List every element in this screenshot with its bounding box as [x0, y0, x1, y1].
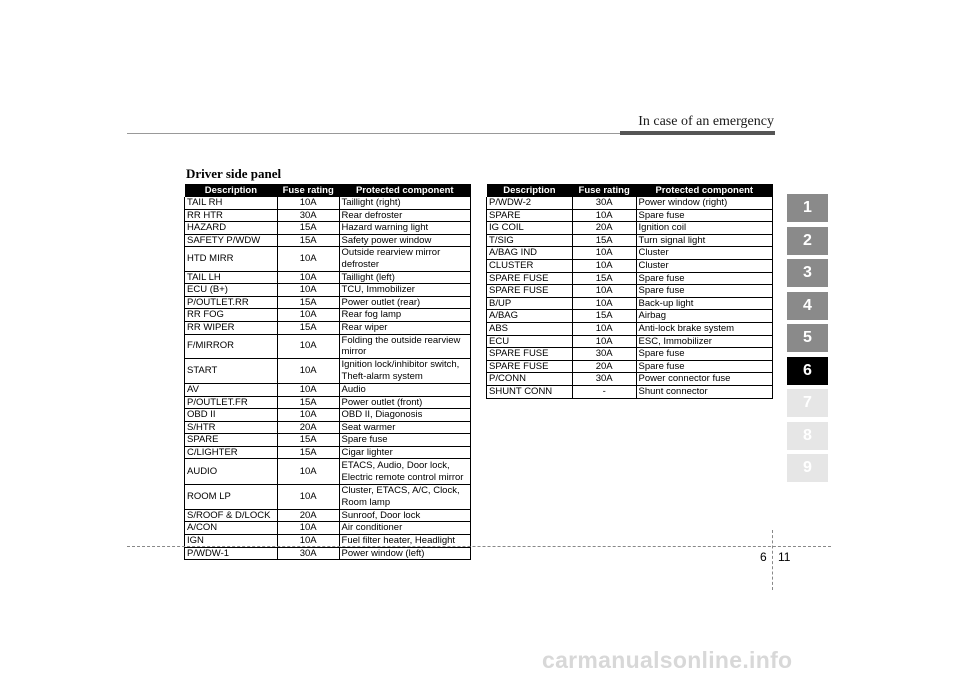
table-row — [185, 284, 471, 297]
footer-rule — [127, 546, 831, 547]
table-row — [185, 197, 471, 209]
fuse-description: SPARE — [487, 209, 573, 222]
fuse-rating: 30A — [277, 547, 339, 560]
table-row — [185, 358, 471, 383]
fuse-description: SAFETY P/WDW — [185, 234, 278, 247]
protected-component-line: Room lamp — [341, 496, 391, 508]
chapter-tab-1[interactable]: 1 — [787, 194, 828, 222]
table-row — [185, 522, 471, 535]
page-chapter-number: 6 — [760, 550, 767, 564]
fuse-rating: 10A — [572, 209, 636, 222]
table-row — [185, 334, 471, 358]
fuse-description: F/MIRROR — [185, 334, 278, 358]
column-header-description: Description — [487, 184, 573, 197]
protected-component: Cluster — [636, 259, 772, 272]
fuse-rating: 20A — [277, 421, 339, 434]
table-row — [487, 259, 773, 272]
protected-component: Taillight (right) — [339, 197, 470, 209]
chapter-tab-8[interactable]: 8 — [787, 422, 828, 450]
protected-component: Safety power window — [339, 234, 470, 247]
protected-component — [339, 358, 470, 383]
protected-component-line: Theft-alarm system — [341, 370, 423, 382]
fuse-rating: 10A — [572, 285, 636, 298]
protected-component: Spare fuse — [339, 434, 470, 447]
chapter-tab-3[interactable]: 3 — [787, 259, 828, 287]
fuse-rating: 10A — [277, 334, 339, 358]
protected-component: Air conditioner — [339, 522, 470, 535]
fuse-description: RR HTR — [185, 209, 278, 222]
table-row — [185, 459, 471, 484]
fuse-table-left-body — [185, 197, 471, 560]
protected-component: Hazard warning light — [339, 222, 470, 235]
fuse-description: START — [185, 358, 278, 383]
protected-component: Spare fuse — [636, 285, 772, 298]
table-row — [185, 409, 471, 422]
fuse-description: S/HTR — [185, 421, 278, 434]
table-row — [185, 309, 471, 322]
fuse-description: OBD II — [185, 409, 278, 422]
protected-component: Back-up light — [636, 297, 772, 310]
protected-component-line: ETACS, Audio, Door lock, — [341, 459, 450, 471]
fuse-description: RR FOG — [185, 309, 278, 322]
fuse-description: SPARE — [185, 434, 278, 447]
page-number: 11 — [778, 550, 791, 564]
fuse-rating: 10A — [277, 522, 339, 535]
fuse-rating: 10A — [277, 284, 339, 297]
table-row — [487, 360, 773, 373]
table-row — [185, 547, 471, 560]
table-row — [185, 434, 471, 447]
table-row — [487, 297, 773, 310]
fuse-rating: 10A — [277, 484, 339, 509]
protected-component: Sunroof, Door lock — [339, 509, 470, 522]
fuse-rating: 30A — [277, 209, 339, 222]
fuse-description: P/OUTLET.RR — [185, 296, 278, 309]
fuse-description: SHUNT CONN — [487, 385, 573, 398]
fuse-rating: 10A — [572, 297, 636, 310]
protected-component: Ignition coil — [636, 222, 772, 235]
protected-component: Power outlet (front) — [339, 396, 470, 409]
fuse-rating: 15A — [572, 272, 636, 285]
fuse-rating: 10A — [277, 358, 339, 383]
fuse-rating: 15A — [277, 222, 339, 235]
protected-component: Outside rearview mirror defroster — [339, 247, 470, 271]
fuse-description: P/CONN — [487, 373, 573, 386]
fuse-rating: 10A — [277, 247, 339, 271]
fuse-description: HAZARD — [185, 222, 278, 235]
fuse-rating: 10A — [277, 197, 339, 209]
protected-component-line: Ignition lock/inhibitor switch, — [341, 358, 460, 370]
fuse-rating: 20A — [572, 360, 636, 373]
protected-component: Anti-lock brake system — [636, 322, 772, 335]
protected-component: Power connector fuse — [636, 373, 772, 386]
protected-component: Rear fog lamp — [339, 309, 470, 322]
table-row — [185, 296, 471, 309]
table-row — [185, 271, 471, 284]
protected-component: OBD II, Diagonosis — [339, 409, 470, 422]
protected-component: Power window (left) — [339, 547, 470, 560]
fuse-rating: 15A — [572, 234, 636, 247]
protected-component: Fuel filter heater, Headlight — [339, 535, 470, 548]
protected-component: Rear wiper — [339, 321, 470, 334]
fuse-rating: 15A — [277, 296, 339, 309]
fuse-rating: - — [572, 385, 636, 398]
watermark: carmanualsonline.info — [542, 647, 793, 673]
fuse-rating: 20A — [277, 509, 339, 522]
fuse-rating: 10A — [277, 459, 339, 484]
table-row — [185, 234, 471, 247]
fuse-rating: 10A — [277, 383, 339, 396]
chapter-tab-2[interactable]: 2 — [787, 227, 828, 255]
table-row — [487, 285, 773, 298]
fuse-description: AV — [185, 383, 278, 396]
fuse-rating: 15A — [572, 310, 636, 323]
protected-component: Spare fuse — [636, 348, 772, 361]
fuse-rating: 10A — [277, 535, 339, 548]
table-row — [487, 348, 773, 361]
chapter-tabs — [787, 194, 828, 487]
protected-component: Power outlet (rear) — [339, 296, 470, 309]
protected-component — [339, 484, 470, 509]
chapter-tab-4[interactable]: 4 — [787, 292, 828, 320]
fuse-rating: 15A — [277, 434, 339, 447]
fuse-rating: 10A — [572, 259, 636, 272]
protected-component-line: Electric remote control mirror — [341, 471, 464, 483]
column-header-protected: Protected component — [339, 184, 470, 197]
protected-component: Seat warmer — [339, 421, 470, 434]
table-row — [185, 209, 471, 222]
fuse-description: P/WDW-2 — [487, 197, 573, 209]
column-header-fuse-rating: Fuse rating — [277, 184, 339, 197]
fuse-rating: 10A — [277, 309, 339, 322]
chapter-tab-6[interactable]: 6 — [787, 357, 828, 385]
table-row — [185, 222, 471, 235]
fuse-rating: 15A — [277, 446, 339, 459]
fuse-description: ECU — [487, 335, 573, 348]
fuse-description: B/UP — [487, 297, 573, 310]
fuse-description: P/OUTLET.FR — [185, 396, 278, 409]
fuse-table-right — [486, 184, 773, 399]
table-row — [487, 222, 773, 235]
fuse-description: S/ROOF & D/LOCK — [185, 509, 278, 522]
protected-component: Audio — [339, 383, 470, 396]
table-row — [185, 396, 471, 409]
protected-component: Taillight (left) — [339, 271, 470, 284]
table-row — [185, 321, 471, 334]
fuse-rating: 10A — [572, 322, 636, 335]
protected-component: Cluster — [636, 247, 772, 260]
fuse-description: T/SIG — [487, 234, 573, 247]
fuse-table-left — [184, 184, 471, 560]
table-row — [487, 322, 773, 335]
fuse-description: A/CON — [185, 522, 278, 535]
protected-component: Spare fuse — [636, 209, 772, 222]
fuse-description: P/WDW-1 — [185, 547, 278, 560]
table-row — [487, 197, 773, 209]
table-row — [487, 385, 773, 398]
table-row — [185, 484, 471, 509]
fuse-rating: 15A — [277, 396, 339, 409]
fuse-description: IG COIL — [487, 222, 573, 235]
column-header-protected: Protected component — [636, 184, 772, 197]
fuse-rating: 30A — [572, 197, 636, 209]
protected-component: Spare fuse — [636, 272, 772, 285]
table-row — [487, 209, 773, 222]
protected-component: Rear defroster — [339, 209, 470, 222]
footer-divider — [772, 530, 773, 590]
fuse-description: AUDIO — [185, 459, 278, 484]
table-row — [185, 421, 471, 434]
protected-component: Airbag — [636, 310, 772, 323]
fuse-description: ECU (B+) — [185, 284, 278, 297]
fuse-rating: 30A — [572, 373, 636, 386]
fuse-table-right-body — [487, 197, 773, 398]
chapter-tab-5[interactable]: 5 — [787, 324, 828, 352]
header-title: In case of an emergency — [638, 114, 774, 129]
fuse-description: HTD MIRR — [185, 247, 278, 271]
fuse-description: SPARE FUSE — [487, 360, 573, 373]
section-title: Driver side panel — [186, 166, 282, 181]
fuse-rating: 10A — [572, 335, 636, 348]
fuse-description: ROOM LP — [185, 484, 278, 509]
chapter-tab-7[interactable]: 7 — [787, 389, 828, 417]
fuse-rating: 10A — [277, 409, 339, 422]
chapter-tab-9[interactable]: 9 — [787, 454, 828, 482]
fuse-rating: 10A — [277, 271, 339, 284]
table-row — [185, 446, 471, 459]
table-row — [487, 335, 773, 348]
protected-component: Folding the outside rearview mirror — [339, 334, 470, 358]
fuse-description: ABS — [487, 322, 573, 335]
fuse-description: IGN — [185, 535, 278, 548]
fuse-description: A/BAG — [487, 310, 573, 323]
protected-component: Shunt connector — [636, 385, 772, 398]
table-row — [185, 247, 471, 271]
fuse-description: SPARE FUSE — [487, 348, 573, 361]
fuse-description: C/LIGHTER — [185, 446, 278, 459]
fuse-rating: 30A — [572, 348, 636, 361]
table-row — [185, 509, 471, 522]
fuse-description: SPARE FUSE — [487, 272, 573, 285]
fuse-rating: 10A — [572, 247, 636, 260]
protected-component-line: Cluster, ETACS, A/C, Clock, — [341, 484, 460, 496]
fuse-description: RR WIPER — [185, 321, 278, 334]
fuse-rating: 20A — [572, 222, 636, 235]
table-row — [487, 234, 773, 247]
fuse-rating: 15A — [277, 234, 339, 247]
fuse-description: SPARE FUSE — [487, 285, 573, 298]
table-row — [487, 272, 773, 285]
protected-component: Cigar lighter — [339, 446, 470, 459]
fuse-description: TAIL RH — [185, 197, 278, 209]
protected-component: Power window (right) — [636, 197, 772, 209]
fuse-rating: 15A — [277, 321, 339, 334]
header-bar — [620, 131, 775, 135]
table-row — [487, 310, 773, 323]
column-header-fuse-rating: Fuse rating — [572, 184, 636, 197]
table-row — [487, 247, 773, 260]
column-header-description: Description — [185, 184, 278, 197]
fuse-description: TAIL LH — [185, 271, 278, 284]
fuse-description: CLUSTER — [487, 259, 573, 272]
table-row — [185, 383, 471, 396]
protected-component: Turn signal light — [636, 234, 772, 247]
protected-component: Spare fuse — [636, 360, 772, 373]
protected-component: TCU, Immobilizer — [339, 284, 470, 297]
protected-component: ESC, Immobilizer — [636, 335, 772, 348]
protected-component — [339, 459, 470, 484]
table-row — [487, 373, 773, 386]
fuse-description: A/BAG IND — [487, 247, 573, 260]
